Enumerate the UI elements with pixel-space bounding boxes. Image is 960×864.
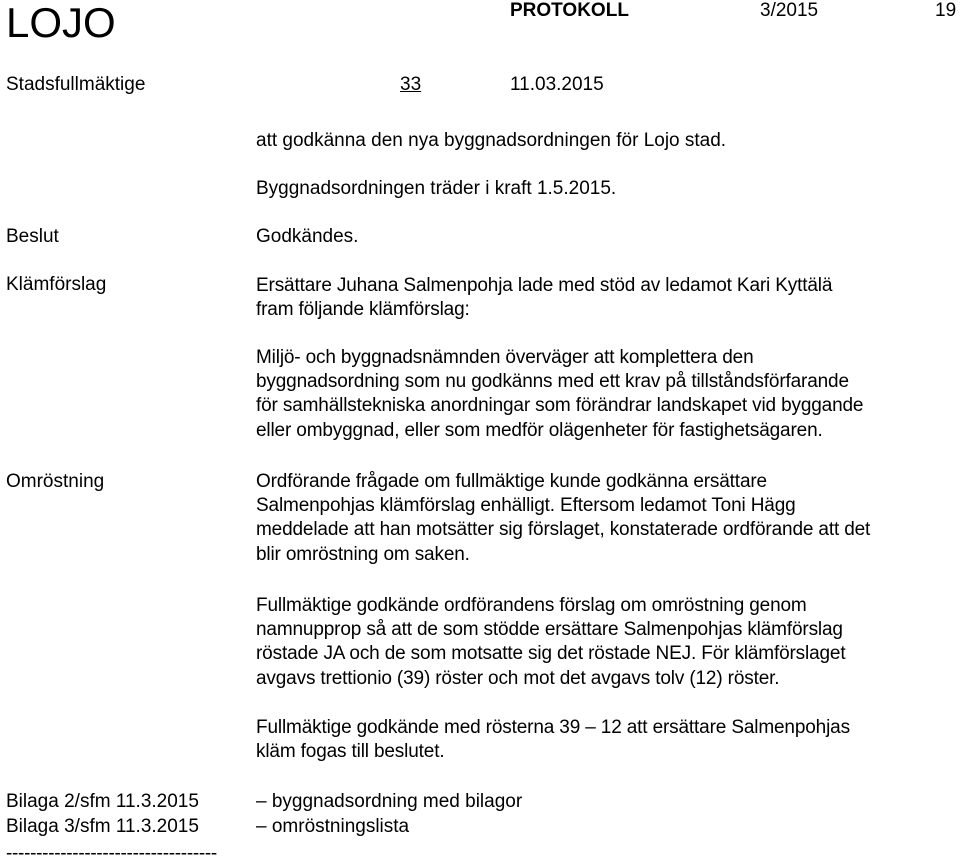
page-number: 19 [935,0,957,21]
omrostning-paragraph-3 [256,716,956,764]
text-line: eller ombyggnad, eller som medför olägenheter för fastighetsägaren. [256,419,823,441]
attachment-desc: – byggnadsordning med bilagor [256,791,523,812]
text-line: röstade JA och de som motsatte sig det röstade NEJ. För klämförslaget [256,643,846,665]
text-line: avgavs trettionio (39) röster och mot det avgavs tolv (12) röster. [256,667,780,689]
meeting-body: Stadsfullmäktige [6,74,146,95]
beslut-label: Beslut [6,226,59,247]
klamforslag-label: Klämförslag [6,274,107,295]
text-line: Fullmäktige godkände med rösterna 39 – 12 att ersättare Salmenpohjas [256,717,850,738]
klamforslag-proposal [256,346,956,443]
text-line: för samhällstekniska anordningar som förändrar landskapet vid byggande [256,395,864,417]
intro-line-1: att godkänna den nya byggnadsordningen för Lojo stad. [256,130,727,151]
beslut-text: Godkändes. [256,226,359,247]
municipality-logo: LOJO [6,0,116,46]
attachment-ref: Bilaga 2/sfm 11.3.2015 [6,791,199,812]
text-line: blir omröstning om saken. [256,543,470,565]
text-line: kläm fogas till beslutet. [256,741,445,763]
text-line: fram följande klämförslag: [256,299,470,321]
text-line: Miljö- och byggnadsnämnden överväger att komplettera den [256,347,754,368]
meeting-date: 11.03.2015 [510,74,604,95]
issue-number: 3/2015 [760,0,819,21]
document-type: PROTOKOLL [510,0,629,21]
intro-line-2: Byggnadsordningen träder i kraft 1.5.2015. [256,178,617,199]
text-line: Fullmäktige godkände ordförandens förslag om omröstning genom [256,595,807,616]
attachment-ref: Bilaga 3/sfm 11.3.2015 [6,816,199,837]
omrostning-label: Omröstning [6,471,105,492]
text-line: namnupprop så att de som stödde ersättare Salmenpohjas klämförslag [256,619,843,641]
separator-line: ----------------------------------- [6,843,217,864]
text-line: Salmenpohjas klämförslag enhälligt. Eftersom ledamot Toni Hägg [256,495,796,517]
text-line: Ersättare Juhana Salmenpohja lade med stöd av ledamot Kari Kyttälä [256,275,833,296]
attachment-desc: – omröstningslista [256,816,410,837]
omrostning-paragraph-1 [256,470,956,567]
section-number: 33 [400,74,422,95]
text-line: Ordförande frågade om fullmäktige kunde godkänna ersättare [256,471,767,492]
omrostning-paragraph-2 [256,594,956,691]
klamforslag-intro [256,274,956,322]
text-line: byggnadsordning som nu godkänns med ett krav på tillståndsförfarande [256,371,849,393]
text-line: meddelade att han motsätter sig förslaget, konstaterade ordförande att det [256,519,871,541]
